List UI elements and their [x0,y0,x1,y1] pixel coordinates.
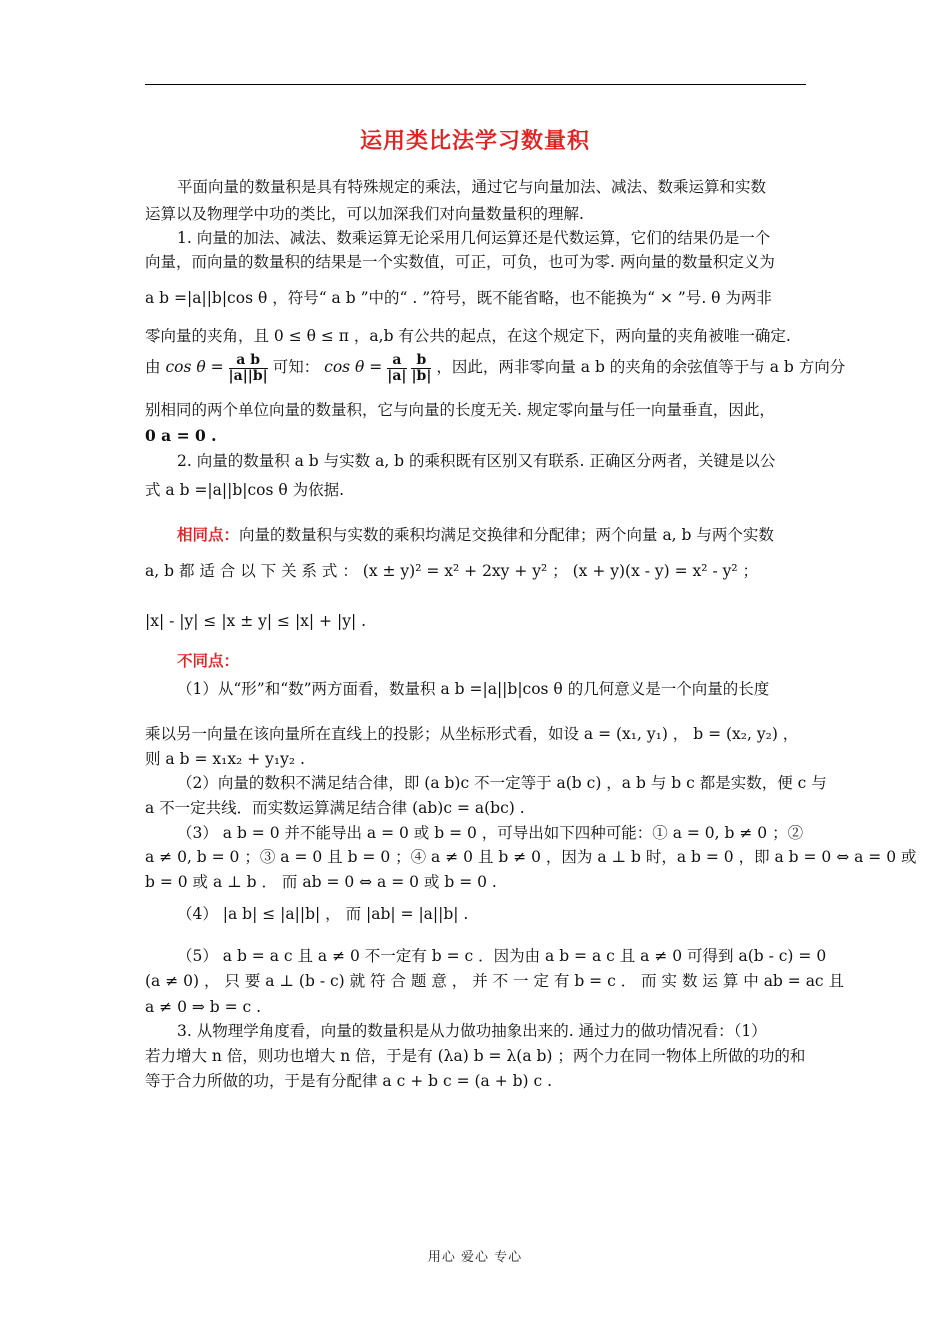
unit-fraction-b-numerator: b [411,353,431,369]
same-line-1-text: 向量的数量积与实数的乘积均满足交换律和分配律；两个向量 a, b 与两个实数 [239,526,774,544]
diff-label: 不同点： [177,652,240,670]
unit-fraction-a [387,353,406,384]
p1-line-e [145,352,845,384]
cos-fraction-denominator: |a||b| [228,367,268,384]
d5-line-a: （5） a b = a c 且 a ≠ 0 不一定有 b = c ．因为由 a b = a c 且 a ≠ 0 可得到 a(b - c) = 0 [177,947,827,965]
p3-line-a: 3. 从物理学角度看，向量的数量积是从力做功抽象出来的. 通过力的做功情况看：（1） [177,1022,767,1040]
intro-line-2: 运算以及物理学中功的类比，可以加深我们对向量数量积的理解. [145,205,584,223]
d5-line-c: a ≠ 0 ⇒ b = c . [145,998,262,1016]
d1-line-b: 乘以另一向量在该向量所在直线上的投影；从坐标形式看，如设 a = (x₁, y₁) ， b = (x₂, y₂) ， [145,725,799,743]
d1-line-c: 则 a b = x₁x₂ + y₁y₂ . [145,750,305,768]
same-label: 相同点： [177,526,240,544]
p3-line-c: 等于合力所做的功，于是有分配律 a c + b c = (a + b) c . [145,1072,553,1090]
p2-line-a: 2. 向量的数量积 a b 与实数 a, b 的乘积既有区别又有联系. 正确区分两者，关键是以公 [177,452,776,470]
page-title: 运用类比法学习数量积 [359,129,590,154]
p2-line-b: 式 a b =|a||b|cos θ 为依据. [145,481,345,499]
p1-line-c: a b =|a||b|cos θ ，符号“ a b ”中的“ . ”符号，既不能省略，也不能换为“ × ”号. θ 为两非 [145,289,772,307]
p1-line-f: 别相同的两个单位向量的数量积，它与向量的长度无关. 规定零向量与任一向量垂直，因此， [145,401,775,419]
d2-line-a: （2）向量的数积不满足结合律，即 (a b)c 不一定等于 a(b c) ，a b 与 b c 都是实数，便 c 与 [177,774,827,792]
p3-line-b: 若力增大 n 倍，则功也增大 n 倍，于是有 (λa) b = λ(a b) ；两个力在同一物体上所做的功的和 [145,1047,806,1065]
same-line-2: a, b 都 适 合 以 下 关 系 式 ： (x ± y)² = x² + 2xy + y² ； (x + y)(x - y) = x² - y² ； [145,562,759,580]
header-rule [145,84,806,85]
cos-formula-lhs: cos θ = [165,358,224,376]
page-footer: 用心 爱心 专心 [427,1250,523,1265]
same-line-1 [177,524,774,546]
cos-fraction-numerator: a b [229,353,268,369]
cos-fraction [229,353,268,384]
p1-line-d: 零向量的夹角，且 0 ≤ θ ≤ π ，a,b 有公共的起点，在这个规定下，两向量的夹角被唯一确定. [145,327,791,345]
d5-line-b: (a ≠ 0) ， 只 要 a ⊥ (b - c) 就 符 合 题 意 ， 并 不 一 定 有 b = c ． 而 实 数 运 算 中 ab = ac 且 [145,972,845,990]
p1-line-b: 向量，而向量的数量积的结果是一个实数值，可正，可负，也可为零. 两向量的数量积定义为 [145,253,775,271]
p1-line-e-mid: 可知： [272,358,320,376]
unit-fraction-b-denominator: |b| [411,367,432,384]
p1-line-a: 1. 向量的加法、减法、数乘运算无论采用几何运算还是代数运算，它们的结果仍是一个 [177,229,771,247]
unit-fraction-b [411,353,431,384]
same-line-3: |x| - |y| ≤ |x ± y| ≤ |x| + |y| . [145,612,367,630]
p1-line-e-post: ，因此，两非零向量 a b 的夹角的余弦值等于与 a b 方向分 [436,358,846,376]
cos2-formula-lhs: cos θ = [324,358,383,376]
d3-line-a: （3） a b = 0 并不能导出 a = 0 或 b = 0 ，可导出如下四种可能：① a = 0, b ≠ 0 ；② [177,824,804,842]
d3-line-b: a ≠ 0, b = 0 ；③ a = 0 且 b = 0 ；④ a ≠ 0 且 b ≠ 0 ，因为 a ⊥ b 时，a b = 0 ，即 a b = 0 ⇔ a = 0 或 [145,848,917,866]
d3-line-c: b = 0 或 a ⊥ b ． 而 ab = 0 ⇔ a = 0 或 b = 0 . [145,873,497,891]
unit-fraction-a-numerator: a [387,353,406,369]
d2-line-b: a 不一定共线．而实数运算满足结合律 (ab)c = a(bc) . [145,799,525,817]
d1-line-a: （1）从“形”和“数”两方面看，数量积 a b =|a||b|cos θ 的几何意义是一个向量的长度 [177,680,770,698]
intro-line-1: 平面向量的数量积是具有特殊规定的乘法，通过它与向量加法、减法、数乘运算和实数 [177,178,767,196]
d4-line: （4） |a b| ≤ |a||b| ， 而 |ab| = |a||b| . [177,905,469,923]
p1-line-g: 0 a = 0 . [145,426,217,445]
p1-line-e-pre: 由 [145,358,161,376]
unit-fraction-a-denominator: |a| [387,367,407,384]
